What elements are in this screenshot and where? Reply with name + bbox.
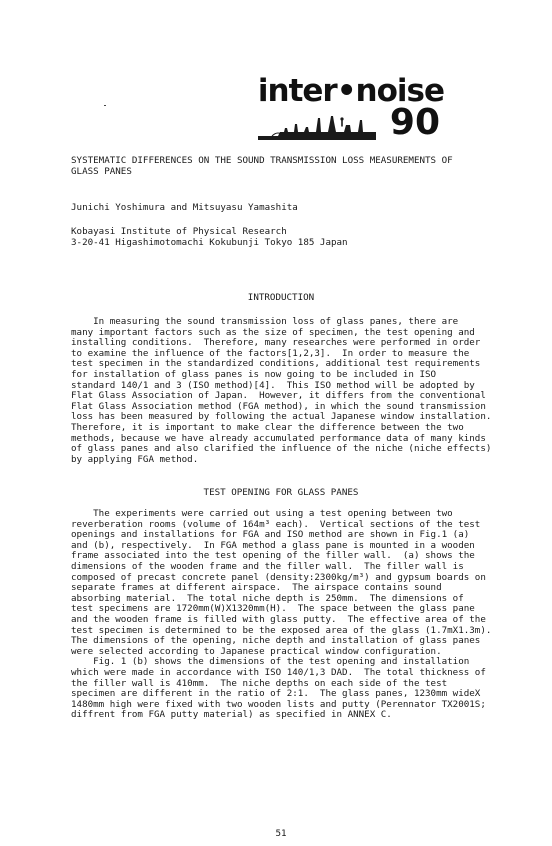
section-heading-introduction: INTRODUCTION	[247, 292, 315, 303]
conference-logo	[258, 74, 444, 144]
logo-wordmark: inter•noise	[257, 73, 444, 109]
skyline-graphic-icon	[258, 110, 376, 140]
introduction-body: In measuring the sound transmission loss of glass panes, there are many important factors such as the size of specimen, the test opening and installing conditions. Therefore, many researches were performed in order to examine the influence of the factors[1,2,3]. In order to measure the test specimen in the standardized conditions, additional test requirements for installation of glass panes is now going to be included in ISO standard 140/1 and 3 (ISO method)[4]. This ISO method will be adopted by Flat Glass Association of Japan. However, it differs from the conventional Flat Glass Association method (FGA method), in which the sound transmission loss has been measured by following the actual Japanese window installation. Therefore, it is important to make clear the difference between the two methods, because we have already accumulated performance data of many kinds of glass panes and also clarified the influence of the niche (niche effects) by applying FGA method.	[71, 316, 492, 465]
affiliation-block: Kobayasi Institute of Physical Research 3-20-41 Higashimotomachi Kokubunji Tokyo 185 Japan	[71, 226, 348, 248]
test-opening-body: The experiments were carried out using a test opening between two reverberation rooms (volume of 164m³ each). Vertical sections of the test openings and installations for FGA and ISO method are shown in Fig.1 (a) and (b), respectively. In FGA method a glass pane is mounted in a wooden frame associated into the test opening of the filler wall. (a) shows the dimensions of the wooden frame and the filler wall. The filler wall is composed of precast concrete panel (density:2300kg/m³) and gypsum boards on separate frames at different airspace. The airspace contains sound absorbing material. The total niche depth is 250mm. The dimensions of test specimens are 1720mm(W)X1320mm(H). The space between the glass pane and the wooden frame is filled with glass putty. The effective area of the test specimen is determined to be the exposed area of the glass (1.7mX1.3m). The dimensions of the opening, niche depth and installation of glass panes were selected according to Japanese practical window configuration. Fig. 1 (b) shows the dimensions of the test opening and installation which were made in accordance with ISO 140/1,3 DAD. The total thickness of the filler wall is 410mm. The niche depths on each side of the test specimen are different in the ratio of 2:1. The glass panes, 1230mm wideX 1480mm high were fixed with two wooden lists and putty (Perennator TX2001S; diffrent from FGA putty material) as specified in ANNEX C.	[71, 508, 492, 721]
logo-year: 90	[389, 102, 440, 143]
page-number: 51	[275, 828, 287, 839]
scan-speck	[104, 105, 106, 106]
paper-title: SYSTEMATIC DIFFERENCES ON THE SOUND TRANSMISSION LOSS MEASUREMENTS OF GLASS PANES	[71, 155, 453, 177]
author-line: Junichi Yoshimura and Mitsuyasu Yamashita	[71, 202, 298, 213]
section-heading-test-opening: TEST OPENING FOR GLASS PANES	[203, 487, 359, 498]
